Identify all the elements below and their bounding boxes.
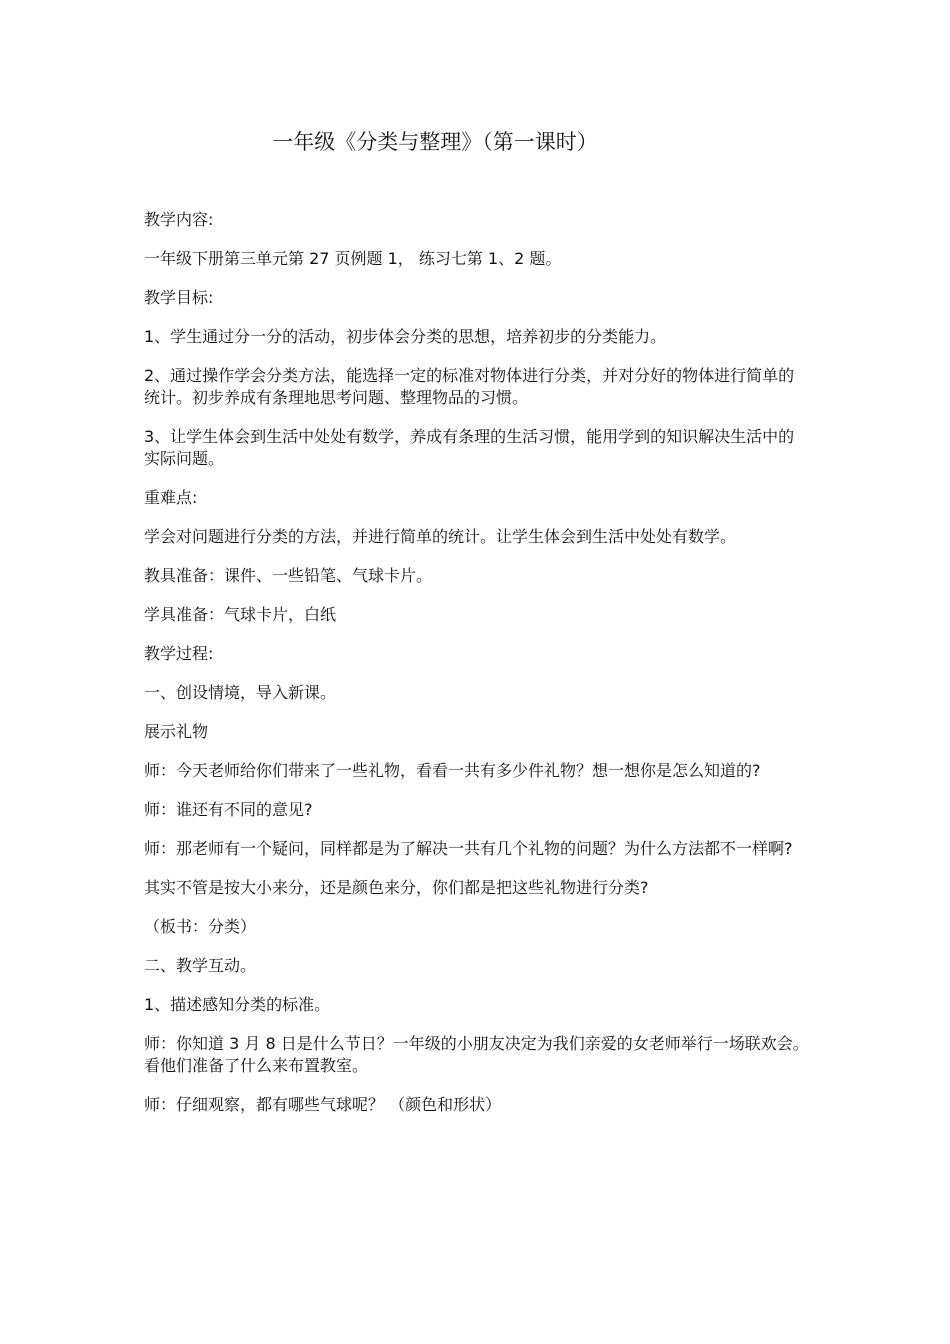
paragraph-teaching-process-label: 教学过程:: [144, 644, 214, 663]
paragraph-goal-1: 1、学生通过分一分的活动，初步体会分类的思想，培养初步的分类能力。: [144, 327, 667, 346]
paragraph-classification-summary: 其实不管是按大小来分，还是颜色来分，你们都是把这些礼物进行分类?: [144, 878, 649, 897]
paragraph-teacher-line-5: 师：仔细观察，都有哪些气球呢？ （颜色和形状）: [144, 1095, 502, 1114]
paragraph-board-note: （板书：分类）: [144, 917, 257, 936]
paragraph-goal-2: 2、通过操作学会分类方法，能选择一定的标准对物体进行分类，并对分好的物体进行简单的统计。初步养成有条理地思考问题、整理物品的习惯。: [144, 366, 795, 407]
paragraph-teacher-line-2: 师：谁还有不同的意见?: [144, 800, 313, 819]
paragraph-teaching-content-label: 教学内容:: [144, 210, 214, 229]
paragraph-teacher-line-3: 师：那老师有一个疑问，同样都是为了解决一共有几个礼物的问题？为什么方法都不一样啊?: [144, 839, 793, 858]
paragraph-teacher-line-4: 师：你知道 3 月 8 日是什么节日？一年级的小朋友决定为我们亲爱的女老师举行一场联欢会。看他们准备了什么来布置教室。: [144, 1034, 809, 1075]
paragraph-teaching-goals-label: 教学目标:: [144, 288, 214, 307]
paragraph-goal-3: 3、让学生体会到生活中处处有数学，养成有条理的生活习惯，能用学到的知识解决生活中的实际问题。: [144, 427, 795, 468]
paragraph-teacher-line-1: 师：今天老师给你们带来了一些礼物，看看一共有多少件礼物？想一想你是怎么知道的?: [144, 761, 761, 780]
paragraph-key-points: 学会对问题进行分类的方法，并进行简单的统计。让学生体会到生活中处处有数学。: [144, 527, 737, 546]
paragraph-teaching-content: 一年级下册第三单元第 27 页例题 1， 练习七第 1、2 题。: [144, 249, 562, 268]
document-title: 一年级《分类与整理》（第一课时）: [272, 130, 598, 154]
document-body: [144, 209, 809, 1133]
paragraph-key-points-label: 重难点:: [144, 488, 198, 507]
paragraph-show-gifts: 展示礼物: [144, 722, 209, 741]
paragraph-section-1-heading: 一、创设情境，导入新课。: [144, 683, 337, 702]
paragraph-subsection-1: 1、描述感知分类的标准。: [144, 995, 331, 1014]
paragraph-section-2-heading: 二、教学互动。: [144, 956, 257, 975]
paragraph-student-materials: 学具准备：气球卡片，白纸: [144, 605, 337, 624]
paragraph-teacher-materials: 教具准备：课件、一些铅笔、气球卡片。: [144, 566, 433, 585]
